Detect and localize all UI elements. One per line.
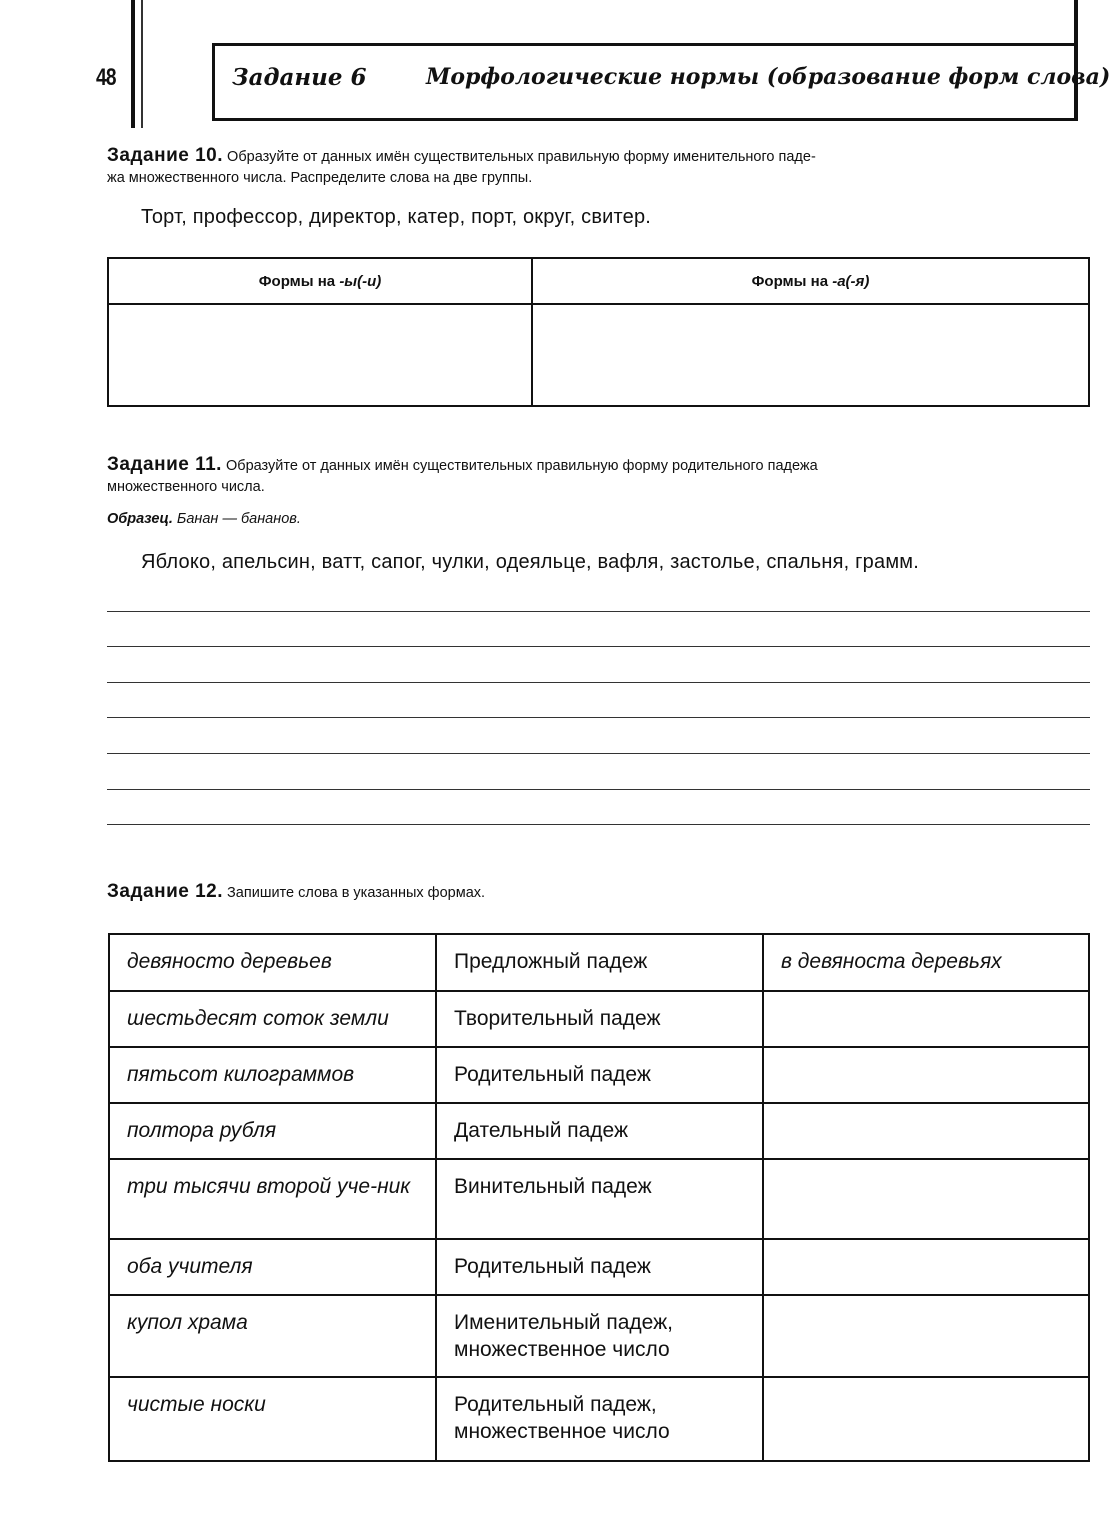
task10-instruction-1: Образуйте от данных имён существительных правильную форму именительного паде-: [227, 149, 816, 165]
task12-word: девяносто деревьев: [109, 934, 436, 991]
table-row: [109, 1377, 1089, 1461]
writing-line[interactable]: [107, 717, 1090, 718]
task11-heading: [107, 454, 1092, 498]
task12-answer[interactable]: [763, 1377, 1089, 1461]
task12-case: Предложный падеж: [436, 934, 763, 991]
task10-words: Торт, профессор, директор, катер, порт, округ, свитер.: [141, 206, 652, 228]
task12-answer[interactable]: [763, 1047, 1089, 1103]
task12-word: оба учителя: [109, 1239, 436, 1295]
header-task-label: Задание 6: [232, 64, 367, 91]
task12-answer[interactable]: [763, 1295, 1089, 1377]
task11-sample-label: Образец.: [107, 511, 173, 527]
task10-col1-prefix: Формы на: [258, 272, 340, 290]
table-row: [109, 1295, 1089, 1377]
writing-line[interactable]: [107, 646, 1090, 647]
task12-table: [108, 933, 1090, 1462]
task10-col2-suffix: -а(-я): [832, 272, 870, 290]
task12-case: Именительный падеж, множественное число: [436, 1295, 763, 1377]
task12-instruction: Запишите слова в указанных формах.: [227, 885, 486, 901]
table-row: [109, 1047, 1089, 1103]
task10-instruction-2: жа множественного числа. Распределите слова на две группы.: [107, 170, 533, 186]
task12-answer[interactable]: в девяноста деревьях: [763, 934, 1089, 991]
task12-heading: [107, 881, 1092, 904]
task10-col2-header: [532, 258, 1089, 304]
table-row: [109, 934, 1089, 991]
table-row: [109, 1103, 1089, 1159]
task12-word: полтора рубля: [109, 1103, 436, 1159]
writing-line[interactable]: [107, 611, 1090, 612]
task12-word: купол храма: [109, 1295, 436, 1377]
task10-col1-suffix: -ы(-и): [339, 272, 382, 290]
task11-sample-text: Банан — бананов.: [176, 511, 301, 527]
task12-word: три тысячи второй уче-ник: [109, 1159, 436, 1239]
task12-word: шестьдесят соток земли: [109, 991, 436, 1047]
header-title: Морфологические нормы (образование форм слова): [426, 64, 1111, 90]
task12-case: Дательный падеж: [436, 1103, 763, 1159]
task12-answer[interactable]: [763, 1159, 1089, 1239]
header-left-bar-thin: [141, 0, 143, 128]
task11-instruction-2: множественного числа.: [107, 479, 265, 495]
task12-answer[interactable]: [763, 991, 1089, 1047]
task12-case: Родительный падеж: [436, 1047, 763, 1103]
task10-col1-header: [108, 258, 532, 304]
task10-answer-cell-2[interactable]: [532, 304, 1089, 406]
writing-line[interactable]: [107, 682, 1090, 683]
task11-label: Задание 11.: [107, 454, 222, 475]
table-row: [109, 1159, 1089, 1239]
task10-answer-cell-1[interactable]: [108, 304, 532, 406]
writing-line[interactable]: [107, 789, 1090, 790]
task12-case: Творительный падеж: [436, 991, 763, 1047]
header-right-bar: [1074, 0, 1078, 121]
task10-heading: [107, 145, 1092, 189]
task12-case: Винительный падеж: [436, 1159, 763, 1239]
task10-table: [107, 257, 1090, 407]
table-row: [109, 1239, 1089, 1295]
table-row: [109, 991, 1089, 1047]
writing-line[interactable]: [107, 753, 1090, 754]
task11-sample: [107, 511, 301, 527]
task12-word: чистые носки: [109, 1377, 436, 1461]
page-number: 48: [96, 64, 116, 91]
header-left-bar: [131, 0, 135, 128]
task11-words: Яблоко, апельсин, ватт, сапог, чулки, одеяльце, вафля, застолье, спальня, грамм.: [141, 551, 919, 573]
task12-case: Родительный падеж: [436, 1239, 763, 1295]
task10-col2-prefix: Формы на: [751, 272, 833, 290]
task10-label: Задание 10.: [107, 145, 224, 166]
task12-case: Родительный падеж, множественное число: [436, 1377, 763, 1461]
task12-word: пятьсот килограммов: [109, 1047, 436, 1103]
task11-instruction-1: Образуйте от данных имён существительных правильную форму родительного падежа: [226, 458, 818, 474]
task12-label: Задание 12.: [107, 881, 224, 902]
writing-line[interactable]: [107, 824, 1090, 825]
task12-answer[interactable]: [763, 1103, 1089, 1159]
task12-answer[interactable]: [763, 1239, 1089, 1295]
